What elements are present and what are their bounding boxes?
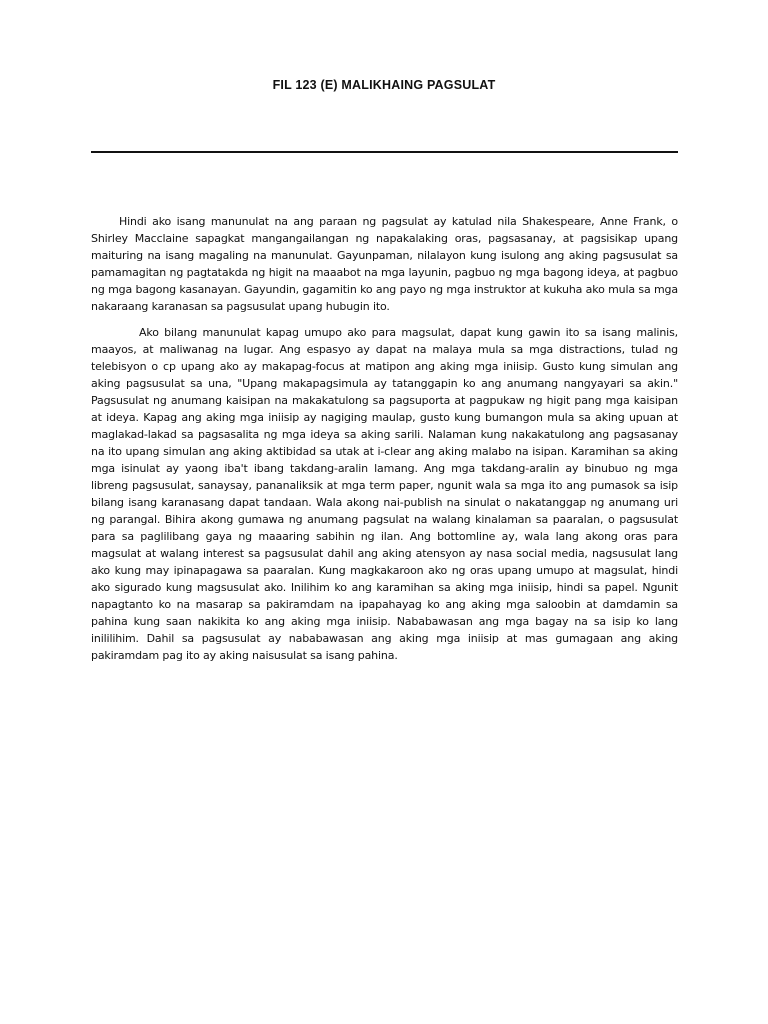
paragraph-2: Ako bilang manunulat kapag umupo ako para magsulat, dapat kung gawin ito sa isang malinis, maayos, at maliwanag na lugar. Ang espasyo ay dapat na malaya mula sa mga distractions, tulad ng telebisyon o cp upang ako ay makapag-focus at matipon ang aking mga iniisip. Gusto kung simulan ang aking pagsusulat sa una, "Upang makapagsimula ay tatanggapin ko ang anumang nangyayari sa akin." Pagsusulat ng anumang kaisipan na makakatulong sa pagsuporta at pagpukaw ng higit pang mga kaisipan at ideya. Kapag ang aking mga iniisip ay nagiging maulap, gusto kung bumangon mula sa aking upuan at maglakad-lakad sa pagsasalita ng mga ideya sa aking sarili. Nalaman kung nakakatulong ang pagsasanay na ito upang simulan ang aking aktibidad sa utak at i-clear ang aking malabo na isipan. Karamihan sa aking mga isinulat ay yaong iba't ibang takdang-aralin lamang. Ang mga takdang-aralin ay binubuo ng mga libreng pagsusulat, sanaysay, pananaliksik at mga term paper, ngunit wala sa mga ito ang pumasok sa isip bilang isang karanasang dapat tandaan. Wala akong nai-publish na sinulat o nakatanggap ng anumang uri ng parangal. Bihira akong gumawa ng anumang pagsulat na walang kinalaman sa paaralan, o pagsusulat para sa paglilibang gaya ng maaaring sabihin ng ilan. Ang bottomline ay, wala lang akong oras para magsulat at walang interest sa pagsusulat dahil ang aking atensyon ay nasa social media, nagsusulat lang ako kung may ipinapagawa sa paaralan. Kung magkakaroon ako ng oras upang umupo at magsulat, hindi ako sigurado kung magsusulat ako. Inilihim ko ang karamihan sa aking mga iniisip, hindi sa papel. Ngunit napagtanto ko na masarap sa pakiramdam na ipapahayag ko ang aking mga saloobin at damdamin sa pahina kung saan nakikita ko ang aking mga iniisip. Nababawasan ang mga bagay na sa isip ko lang inililihim. Dahil sa pagsusulat ay nababawasan ang aking mga iniisip at mas gumagaan ang aking pakiramdam pag ito ay aking naisusulat sa isang pahina. <box>91 326 678 662</box>
document-body <box>91 213 678 673</box>
title-divider <box>91 151 678 153</box>
document-title: FIL 123 (E) MALIKHAING PAGSULAT <box>272 78 496 92</box>
paragraph-1: Hindi ako isang manunulat na ang paraan ng pagsulat ay katulad nila Shakespeare, Anne Frank, o Shirley Macclaine sapagkat mangangailangan ng napakalaking oras, pagsasanay, at pagsisikap upang maituring na isang magaling na manunulat. Gayunpaman, nilalayon kung isulong ang aking pagsusulat sa pamamagitan ng pagtatakda ng higit na maaabot na mga layunin, pagbuo ng mga bagong ideya, at pagbuo ng mga bagong kasanayan. Gayundin, gagamitin ko ang payo ng mga instruktor at kukuha ako mula sa mga nakaraang karanasan sa pagsusulat upang hubugin ito. <box>91 215 678 313</box>
